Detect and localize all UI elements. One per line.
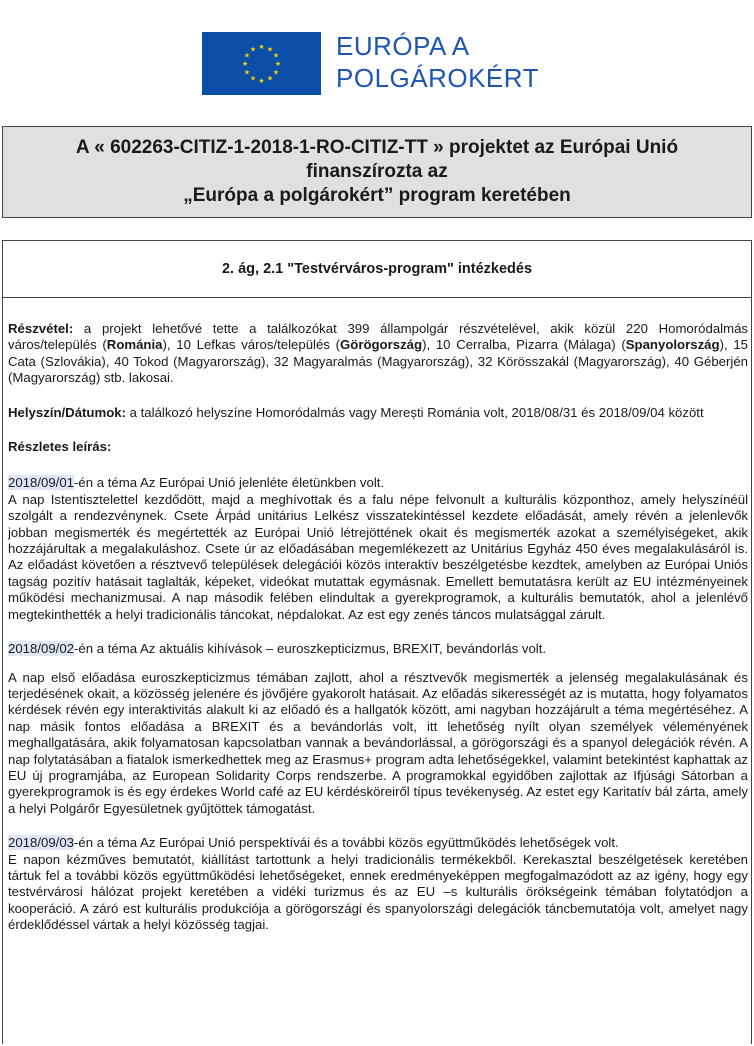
svg-text:★: ★ <box>272 51 280 60</box>
venue-paragraph <box>8 405 748 421</box>
title-line-1: A « 602263-CITIZ-1-2018-1-RO-CITIZ-TT » projektet az Európai Unió <box>75 137 679 158</box>
svg-text:★: ★ <box>274 60 282 68</box>
content-frame <box>2 240 752 1044</box>
country-romania: Románia <box>106 337 163 353</box>
participation-text: a projekt lehetővé tette a találkozókat 399 állampolgár részvételével, akik közül 220 Homoródalmás város/település ( <box>8 321 748 353</box>
day1-heading <box>8 475 748 491</box>
logo-line-1: EURÓPA A <box>336 31 470 61</box>
day3-heading <box>8 835 748 851</box>
day1-date: 2018/09/01 <box>8 475 75 491</box>
venue-text: a találkozó helyszíne Homoródalmás vagy Merești Románia volt, 2018/08/31 és 2018/09/04 között <box>125 404 704 420</box>
program-logo-text <box>336 30 596 94</box>
svg-text:★: ★ <box>241 60 249 68</box>
svg-text:★: ★ <box>258 77 265 85</box>
svg-text:★: ★ <box>243 68 251 77</box>
venue-label: Helyszín/Dátumok: <box>8 404 126 420</box>
country-spain: Spanyolország <box>625 337 720 353</box>
participation-text: ), 15 Cata (Szlovákia), 40 Tokod (Magyarország), 32 Magyaralmás (Magyarország), 32 Körösszakál (Magyarország), 40 Géberjén (Magyarország) stb. lakosai. <box>8 337 748 386</box>
eu-flag-icon <box>202 32 321 95</box>
logo-line-2: POLGÁROKÉRT <box>336 63 539 93</box>
details-label-text: Részletes leírás: <box>8 439 112 455</box>
country-greece: Görögország <box>340 337 423 353</box>
svg-text:★: ★ <box>258 43 265 51</box>
participation-text: ), 10 Lefkas város/település ( <box>162 337 340 353</box>
svg-text:★: ★ <box>243 51 251 60</box>
day2-heading <box>8 641 748 657</box>
svg-text:★: ★ <box>266 74 274 83</box>
day1-body: A nap Istentisztelettel kezdődött, majd a meghívottak és a falu népe felvonult a kulturális központhoz, amely helyszínéül szolgált a rendezvénynek. Csete Árpád unitárius Lelkész visszatekintéssel kezdete előadását, amely révén a jelenlevők jobban megismerték és megértették az Európai Unió létrejöttének okait és megismerték azokat a személyiségeket, akik hozzájárultak a megalakuláshoz. Csete úr az előadásában megemlékezett az Unitárius Egyház 450 éves megalakulásáról is. Az előadást követően a résztvevő települések delegációi közös interaktív beszélgetésbe kezdtek, amelyben az Európai Uniós tagság pozitív hatásait taglalták, képeket, videókat mutattak egymásnak. Emellett bemutatásra került az EU intézményeinek működési mechanizmusai. A nap második felében elindultak a gyerekprogramok, a kulturális bemutatók, ahol a jelenlévő megtekinthették a helyi tradicionális táncokat, népdalokat. Az est egy zenés táncos mulatsággal zárult. <box>8 491 748 622</box>
svg-text:★: ★ <box>249 74 257 83</box>
svg-text:★: ★ <box>249 45 257 54</box>
document-body <box>8 321 748 934</box>
day3-title: -én a téma Az Európai Unió perspektívái és a további közös együttműködés lehetőségek volt. <box>74 835 619 851</box>
funding-title-box <box>2 126 752 218</box>
day2-title: -én a téma Az aktuális kihívások – euroszkepticizmus, BREXIT, bevándorlás volt. <box>74 641 547 657</box>
section-heading: 2. ág, 2.1 "Testvérváros-program" intézkedés <box>3 241 751 298</box>
day2-date: 2018/09/02 <box>8 641 75 657</box>
day3-date: 2018/09/03 <box>8 835 75 851</box>
details-label <box>8 439 748 455</box>
day3-body: E napon kézműves bemutatót, kiállítást tartottunk a helyi tradicionális termékekből. Kerekasztal beszélgetések keretében tártuk fel a további közös együttműködési lehetőségeket, ennek eredményeképpen megfogalmazódott az az igény, hogy egy testvérvárosi hálózat projekt keretében a vidéki turizmus és az EU –s kulturális örökségeink témában folytatódjon a kooperáció. A záró est kulturális produkciója a görögországi és spanyolországi delegációk táncbemutatója volt, amelyet nagy érdeklődéssel vártak a helyi közösség tagjai. <box>8 851 748 933</box>
participation-paragraph <box>8 321 748 387</box>
day2-body: A nap első előadása euroszkepticizmus témában zajlott, ahol a résztvevők megismerték a jelenség megalakulásának és terjedésének okait, a közösség jelenére és jövőjére gyakorolt hatásait. Az előadás sikerességét az is mutatta, hogy folyamatos kérdések révén egy interaktivitás alakult ki az előadó és a hallgatók között, ami nagyban hozzájárult a téma megértéséhez. A nap másik fontos előadása a BREXIT és a bevándorlás volt, itt lehetőség nyílt olyan személyek véleményének meghallgatására, akik folyamatosan kapcsolatban vannak a bevándorlással, a görögországi és a spanyol delegációk révén. A nap folytatásában a fiatalok ismerkedhettek meg az Erasmus+ program adta lehetőségekkel, valamint betekintést kaphattak az EU új programjába, az European Solidarity Corps rendszerbe. A programokkal egyidőben zajlottak az Ifjúsági Sátorban a gyerekprogramok is és egy érdekes World café az EU kérdésköreiről típus tevékenység. Az estet egy Karitatív bál zárta, amely a helyi Polgárőr Egyesületnek gyűjtöttek támogatást. <box>8 669 749 816</box>
day1-title: -én a téma Az Európai Unió jelenléte életünkben volt. <box>74 475 385 491</box>
participation-label: Részvétel: <box>8 321 74 336</box>
participation-text: ), 10 Cerralba, Pizarra (Málaga) ( <box>422 337 626 353</box>
title-line-3: „Európa a polgárokért” program keretében <box>183 185 571 206</box>
svg-text:★: ★ <box>266 45 274 54</box>
svg-text:★: ★ <box>272 68 280 77</box>
title-line-2: finanszírozta az <box>306 161 448 182</box>
